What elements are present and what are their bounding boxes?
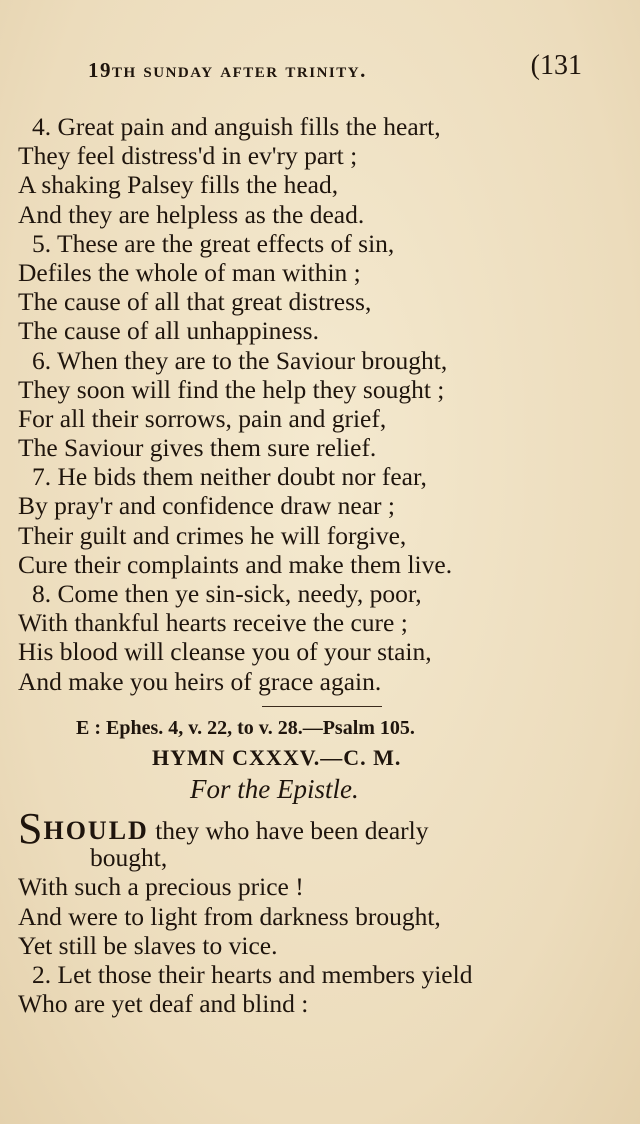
stanza-line: By pray'r and confidence draw near ;: [18, 491, 396, 521]
stanza-line: 5. These are the great effects of sin,: [32, 228, 395, 258]
hymn-first-line: [18, 804, 578, 853]
stanza-line: Yet still be slaves to vice.: [18, 930, 278, 960]
stanza-line: And they are helpless as the dead.: [18, 199, 365, 229]
stanza-line: 4. Great pain and anguish fills the heart,: [32, 112, 441, 141]
stanza-line: Cure their complaints and make them live.: [18, 549, 453, 579]
drop-cap: S: [18, 804, 43, 853]
stanza-line: bought,: [90, 843, 168, 873]
stanza-line: And were to light from darkness brought,: [18, 901, 441, 931]
stanza-line: Defiles the whole of man within ;: [18, 257, 361, 287]
stanza-line: With thankful hearts receive the cure ;: [18, 608, 408, 638]
stanza-line: The cause of all unhappiness.: [18, 316, 319, 346]
stanza-line: A shaking Palsey fills the head,: [18, 170, 339, 200]
stanza-line: The Saviour gives them sure relief.: [18, 433, 377, 463]
first-line-rest: they who have been dearly: [148, 816, 429, 845]
next-hymn: [18, 804, 578, 1019]
stanza-line: Their guilt and crimes he will forgive,: [18, 520, 407, 550]
section-divider: [262, 706, 382, 707]
hymn-occasion: For the Epistle.: [190, 774, 359, 804]
stanza-line: 2. Let those their hearts and members yield: [32, 959, 473, 989]
lead-word: HOULD: [43, 816, 149, 845]
stanza-line: They feel distress'd in ev'ry part ;: [18, 141, 358, 171]
stanza-line: 6. When they are to the Saviour brought,: [32, 345, 448, 375]
stanza-line: The cause of all that great distress,: [18, 287, 372, 317]
stanza-line: They soon will find the help they sought ;: [18, 374, 445, 404]
page-number: (131: [530, 50, 582, 81]
stanza-line: 7. He bids them neither doubt nor fear,: [32, 462, 427, 492]
stanza-line: With such a precious price !: [18, 872, 304, 902]
stanza-line: 8. Come then ye sin-sick, needy, poor,: [32, 579, 422, 608]
lesson-reference: E : Ephes. 4, v. 22, to v. 28.—Psalm 105.: [76, 717, 415, 739]
stanza-line: Who are yet deaf and blind :: [18, 989, 309, 1019]
running-head: 19th sunday after trinity.: [88, 58, 367, 82]
page-header: [88, 50, 588, 90]
hymn-title: HYMN CXXXV.—C. M.: [152, 745, 402, 770]
stanza-line: For all their sorrows, pain and grief,: [18, 403, 387, 433]
hymn-continuation: [18, 112, 578, 696]
stanza-line: And make you heirs of grace again.: [18, 666, 382, 696]
stanza-line: His blood will cleanse you of your stain,: [18, 637, 432, 667]
